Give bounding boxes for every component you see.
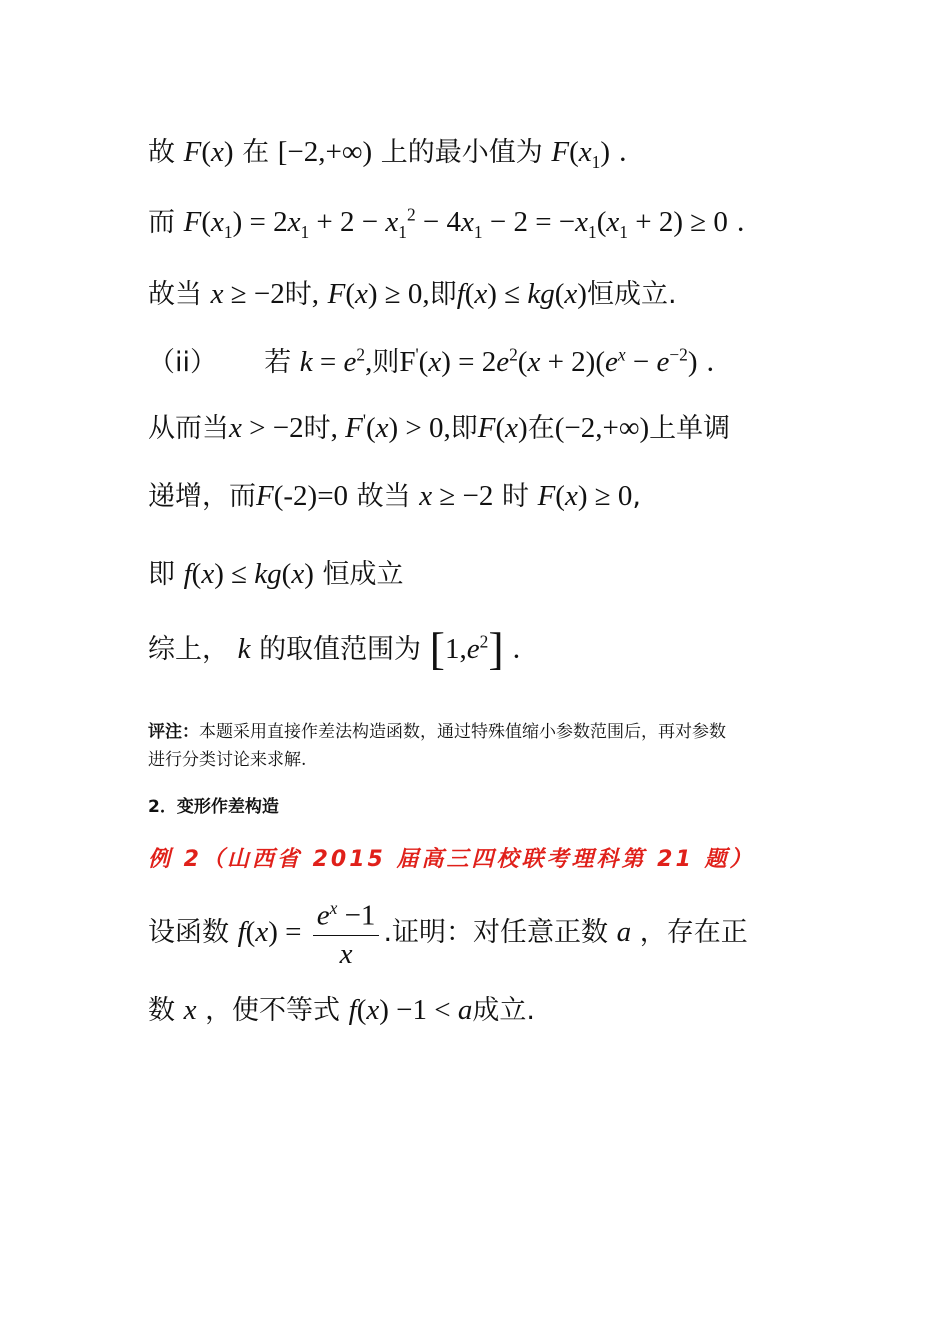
proof-line-2: 而 $F(x_1) = 2x_1 + 2 - x_1^2 - 4x_1 - 2 = -x_1(x_1 + 2) \ge 0$ ． — [148, 204, 764, 242]
example-line-2: 数 x ，使不等式 f(x) −1 < a成立. — [148, 994, 535, 1026]
section-heading: 2．变形作差构造 — [148, 797, 279, 817]
example-line-1: 设函数 f(x) = $\frac{e^x -1}{x}$ .证明：对任意正数 a ，存在正 — [148, 898, 748, 970]
proof-line-7: 即 f(x) ≤ kg(x) 恒成立 — [148, 558, 404, 590]
proof-line-5: 从而当x > −2时, F'(x) > 0,即F(x)在(−2,+∞)上单调 — [148, 410, 731, 444]
comment-block — [148, 718, 808, 774]
comment-text-2: 进行分类讨论来求解. — [148, 750, 307, 770]
comment-text-1: 本题采用直接作差法构造函数，通过特殊值缩小参数范围后，再对参数 — [199, 722, 726, 742]
comment-label: 评注： — [148, 722, 199, 742]
proof-line-8: 综上， k 的取值范围为 $[1,e^2]$ ． — [148, 623, 540, 674]
example-title: 例 2（山西省 2015 届高三四校联考理科第 21 题） — [148, 847, 755, 872]
proof-line-3: 故当 x ≥ −2时, F(x) ≥ 0,即f(x) ≤ kg(x)恒成立. — [148, 278, 677, 310]
proof-line-6: 递增，而F(-2)=0 故当 x ≥ −2 时 F(x) ≥ 0, — [148, 480, 642, 512]
proof-line-4: （ii） 若 $k = e^2$,则$F'(x) = 2e^2(x + 2)(e^x - e^{-2})$ ． — [148, 344, 734, 378]
proof-line-1: 故 F(x) 在 [−2,+∞) 上的最小值为 $F(x_1)$ ． — [148, 136, 646, 172]
